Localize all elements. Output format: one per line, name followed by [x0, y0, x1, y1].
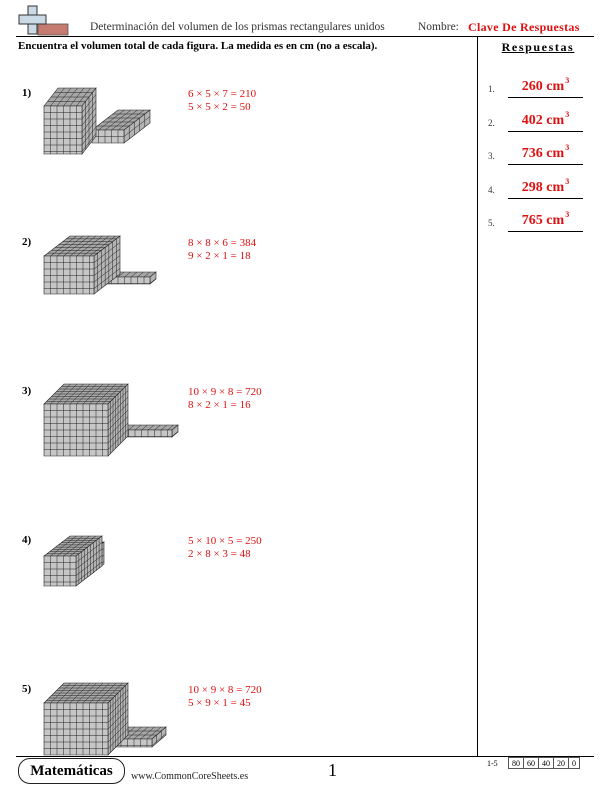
problem-work: 10 × 9 × 8 = 720 5 × 9 × 1 = 45 [188, 684, 262, 709]
prism-figure [30, 376, 180, 466]
problem-work: 8 × 8 × 6 = 384 9 × 2 × 1 = 18 [188, 237, 257, 262]
cube-block [44, 384, 128, 456]
worksheet-title: Determinación del volumen de los prismas rectangulares unidos [90, 21, 385, 33]
brand-badge: Matemáticas [18, 758, 125, 784]
answer-number: 2. [488, 117, 495, 128]
answer-number: 4. [488, 184, 495, 195]
prism-figure [30, 228, 170, 308]
instructions: Encuentra el volumen total de cada figura. La medida es en cm (no a escala). [18, 40, 378, 52]
cube-block [44, 88, 96, 154]
cube-block [92, 110, 150, 143]
problem-number: 2) [22, 236, 32, 248]
score-cell: 40 [539, 758, 554, 769]
answer-column-divider [477, 36, 478, 756]
answer-item [488, 106, 598, 140]
score-cell: 80 [509, 758, 524, 769]
name-value: Clave De Respuestas [468, 20, 580, 34]
answer-item [488, 206, 598, 240]
site-url: www.CommonCoreSheets.es [131, 771, 249, 782]
prism-figure [30, 78, 170, 158]
answer-item [488, 173, 598, 207]
answer-line [508, 198, 583, 199]
problem-number: 4) [22, 534, 32, 546]
problem-number: 3) [22, 385, 32, 397]
answer-number: 1. [488, 84, 495, 94]
answer-line [508, 164, 583, 165]
problem-work: 5 × 10 × 5 = 250 2 × 8 × 3 = 48 [188, 535, 262, 560]
cube-block [44, 536, 102, 586]
prism-figure [30, 528, 170, 598]
cube-block [122, 425, 178, 437]
answer-value: 260 $cm^3$ [521, 76, 570, 94]
prism-figure [30, 673, 180, 763]
score-table [508, 757, 580, 769]
answer-line [508, 131, 583, 132]
answers-list [488, 72, 598, 240]
score-cell: 20 [554, 758, 569, 769]
answers-heading: Respuestas [501, 40, 575, 54]
header-rule [16, 36, 594, 37]
answer-value: 765 $cm^3$ [521, 210, 570, 228]
answer-line [508, 231, 583, 232]
problem-number: 1) [22, 87, 32, 99]
answer-item [488, 72, 598, 106]
answer-number: 3. [488, 151, 495, 161]
answer-line [508, 97, 583, 98]
score-cell: 0 [569, 758, 580, 769]
name-label: Nombre: [418, 21, 459, 33]
answer-value: 298 $cm^3$ [521, 176, 570, 195]
answer-value: 402 $cm^3$ [521, 109, 570, 128]
page-number: 1 [328, 760, 337, 780]
score-range: 1-5 [487, 759, 498, 768]
answer-item [488, 139, 598, 173]
problem-number: 5) [22, 683, 32, 695]
cube-block [44, 683, 128, 755]
score-cell: 60 [524, 758, 539, 769]
cube-block [44, 236, 120, 294]
answer-value: 736 $cm^3$ [521, 143, 570, 161]
problem-work: 10 × 9 × 8 = 720 8 × 2 × 1 = 16 [188, 386, 262, 411]
answer-number: 5. [488, 218, 495, 228]
logo-icon [18, 4, 70, 36]
problem-work: 6 × 5 × 7 = 210 5 × 5 × 2 = 50 [188, 88, 257, 113]
